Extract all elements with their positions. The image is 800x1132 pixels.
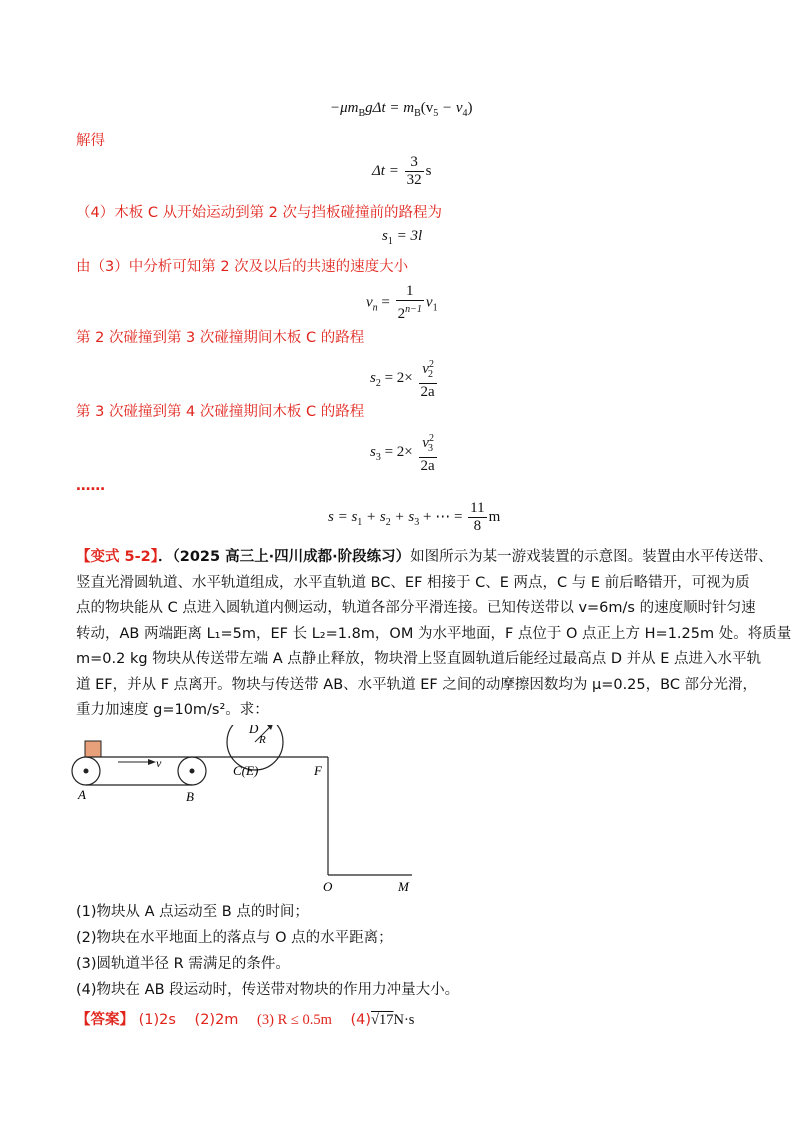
eq-part: s <box>370 369 376 386</box>
eq-sub: 1 <box>432 302 438 314</box>
eq-part: s <box>370 443 376 460</box>
pulley-b-axle <box>190 769 195 774</box>
problem-line: 竖直光滑圆轨道、水平轨道组成，水平直轨道 BC、EF 相接于 C、E 两点，C 与 E 前后略错开，可视为质 <box>76 574 750 591</box>
from3-text: 由（3）中分析可知第 2 次及以后的共速的速度大小 <box>76 259 409 275</box>
vn-equation <box>366 283 438 323</box>
label-d: D <box>249 725 259 736</box>
denominator <box>396 301 424 323</box>
problem-line <box>76 545 773 571</box>
question-4: (4)物块在 AB 段运动时，传送带对物块的作用力冲量大小。 <box>76 982 460 998</box>
s1-equation <box>382 228 422 247</box>
num-sub: 3 <box>427 443 433 454</box>
problem-line: 点的物块能从 C 点进入圆轨道内侧运动，轨道各部分平滑连接。已知传送带以 v=6m/s 的速度顺时针匀速 <box>76 600 756 616</box>
problem-line: 转动，AB 两端距离 L₁=5m，EF 长 L₂=1.8m，OM 为水平地面，F 点位于 O 点正上方 H=1.25m 处。将质量 <box>76 625 792 642</box>
eq-part: v <box>425 294 433 311</box>
fraction <box>419 356 437 401</box>
unit: s <box>425 162 432 179</box>
answer-1: (1)2s <box>138 1012 176 1028</box>
fraction <box>468 500 486 535</box>
fraction <box>396 283 424 323</box>
eq-sub: B <box>414 108 421 119</box>
num-base: v <box>422 435 429 451</box>
eq-part: gΔt = m <box>365 100 415 116</box>
eq-part: = 2× <box>380 369 413 386</box>
problem-text: 如图所示为某一游戏装置的示意图。装置由水平传送带、 <box>410 549 773 565</box>
eq-part: s <box>382 228 388 244</box>
num-exp: 2 <box>428 359 434 370</box>
jiede-label: 解得 <box>76 133 105 149</box>
label-b: B <box>186 789 194 804</box>
question-2: (2)物块在水平地面上的落点与 O 点的水平距离； <box>76 930 393 946</box>
eq-sub: n <box>372 302 378 314</box>
answer-3: (3) R ≤ 0.5m <box>257 1012 332 1028</box>
label-v: v <box>156 756 162 770</box>
seg3-text: 第 3 次碰撞到第 4 次碰撞期间木板 C 的路程 <box>76 404 365 420</box>
den-exp: n−1 <box>405 304 422 315</box>
eq-sub: 3 <box>375 451 381 463</box>
num-base: v <box>422 361 429 377</box>
momentum-equation <box>330 100 473 119</box>
eq-sub: B <box>358 108 366 119</box>
numerator: 1 <box>396 283 424 301</box>
problem-tag: 【变式 5-2】 <box>76 549 158 565</box>
question-1: (1)物块从 A 点运动至 B 点的时间； <box>76 904 309 920</box>
eq-part: s = s <box>328 508 358 525</box>
eq-sub: 4 <box>462 108 468 119</box>
eq-part: v <box>366 294 373 311</box>
num-exp: 2 <box>428 433 434 444</box>
label-f: F <box>314 763 322 778</box>
answer-2: (2)2m <box>194 1012 239 1028</box>
dots: …… <box>76 478 105 494</box>
eq-sub: 2 <box>375 377 381 389</box>
eq-part: = 2× <box>380 443 413 460</box>
label-ce: C(E) <box>233 763 259 778</box>
unit: m <box>488 508 501 525</box>
problem-line: m=0.2 kg 物块从传送带左端 A 点静止释放，物块滑上竖直圆轨道后能经过最高点 D 并从 E 点进入水平轨 <box>76 651 762 667</box>
seg2-text: 第 2 次碰撞到第 3 次碰撞期间木板 C 的路程 <box>76 330 365 346</box>
eq-part: = 3l <box>392 228 423 244</box>
eq-sub: 3 <box>414 516 420 528</box>
eq-part: + s <box>362 508 386 525</box>
label-m: M <box>398 879 409 894</box>
eq-part: + ⋯ = <box>419 508 463 525</box>
eq-part: − v <box>438 100 463 116</box>
eq-sub: 5 <box>433 108 439 119</box>
eq-part: −μm <box>330 100 359 116</box>
eq-part: (v <box>420 100 434 116</box>
label-o: O <box>323 879 333 894</box>
denominator <box>419 458 437 475</box>
den-base: 2 <box>397 306 406 322</box>
block <box>85 741 101 757</box>
eq-part: ) <box>467 100 473 116</box>
pulley-a-axle <box>84 769 89 774</box>
game-device-figure <box>70 725 430 895</box>
s2-equation <box>370 356 439 401</box>
denominator <box>419 384 437 401</box>
numerator: 11 <box>470 500 485 516</box>
numerator <box>419 356 437 384</box>
answer-tag: 【答案】 <box>76 1012 134 1028</box>
eq-sub: 1 <box>357 516 363 528</box>
problem-statement <box>76 545 792 724</box>
answer-line <box>76 1008 414 1029</box>
s3-equation <box>370 430 439 475</box>
answer-4-prefix: (4) <box>350 1012 372 1028</box>
eq-part: = <box>377 294 390 311</box>
sum-equation <box>328 500 500 535</box>
den-text: 2a <box>420 458 435 474</box>
problem-line: 道 EF，并从 F 点离开。物块与传送带 AB、水平轨道 EF 之间的动摩擦因数均为 μ=0.25，BC 部分光滑， <box>76 676 758 693</box>
denominator: 8 <box>473 518 482 534</box>
num-sub: 2 <box>427 369 433 380</box>
answer-4-unit: N·s <box>393 1012 415 1028</box>
numerator: 3 <box>405 154 424 172</box>
label-a: A <box>78 787 86 802</box>
fraction <box>405 154 424 189</box>
denominator: 32 <box>406 172 422 188</box>
eq-sub: 2 <box>385 516 391 528</box>
fraction <box>419 430 437 475</box>
label-r: R <box>259 734 266 746</box>
den-text: 2a <box>420 384 435 400</box>
numerator <box>419 430 437 458</box>
step4-text: （4）木板 C 从开始运动到第 2 次与挡板碰撞前的路程为 <box>76 205 443 221</box>
problem-source: ．（2025 高三上·四川成都·阶段练习） <box>158 549 411 565</box>
eq-part: Δt = <box>372 162 399 179</box>
eq-part: + s <box>390 508 415 525</box>
problem-line: 重力加速度 g=10m/s²。求： <box>76 702 269 718</box>
eq-sub: 1 <box>387 236 393 247</box>
question-3: (3)圆轨道半径 R 需满足的条件。 <box>76 956 290 972</box>
dt-equation <box>372 154 431 189</box>
answer-4-root: √17 <box>371 1012 394 1028</box>
velocity-arrowhead <box>148 759 156 765</box>
